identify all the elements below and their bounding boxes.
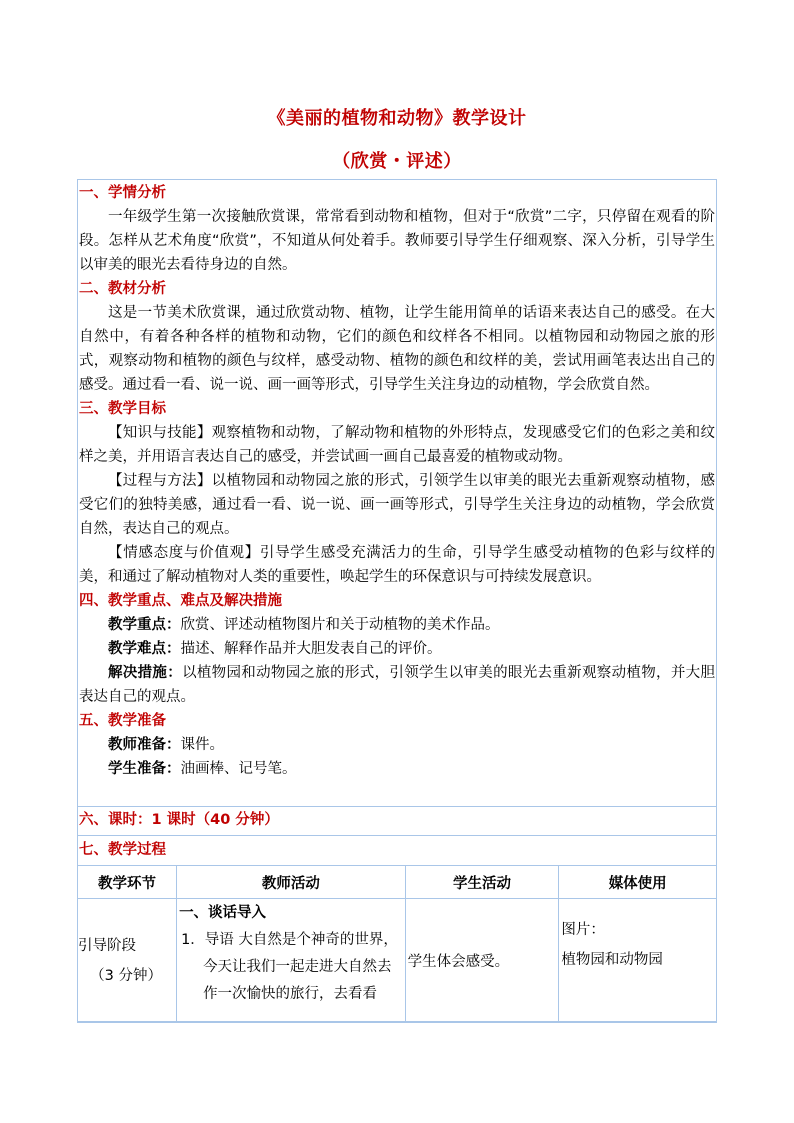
- section-2-body: 这是一节美术欣赏课，通过欣赏动物、植物，让学生能用简单的话语来表达自己的感受。在大自然中，有着各种各样的植物和动物，它们的颜色和纹样各不相同。以植物园和动物园之旅的形式，观察动物和植物的颜色与纹样，感受动物、植物的颜色和纹样的美，尝试用画笔表达出自己的感受。通过看一看、说一说、画一画等形式，引导学生关注身边的动植物，学会欣赏自然。: [79, 305, 715, 393]
- student-prep-text: 油画棒、记号笔。: [180, 761, 297, 777]
- student-activity-cell: [405, 899, 559, 1023]
- difficulty: [79, 637, 715, 661]
- teacher-prep: [79, 733, 715, 757]
- stage-name: 引导阶段: [78, 937, 136, 954]
- goal-attitude: 【情感态度与价值观】引导学生感受充满活力的生命，引导学生感受动植物的色彩与纹样的美，和通过了解动植物对人类的重要性，唤起学生的环保意识与可持续发展意识。: [79, 545, 715, 585]
- process-title: [79, 836, 715, 864]
- solution-label: 解决措施：: [108, 665, 183, 681]
- process-table: [77, 865, 717, 1023]
- table-row: [78, 899, 717, 1023]
- student-prep: [79, 757, 715, 781]
- teacher-activity-cell: [177, 899, 406, 1023]
- header-student: 学生活动: [405, 866, 559, 899]
- section-heading-6: 六、课时：1 课时（40 分钟）: [79, 812, 279, 828]
- key-point: [79, 613, 715, 637]
- document-subtitle: （欣赏・评述）: [332, 151, 462, 172]
- header-media: 媒体使用: [559, 866, 717, 899]
- stage-duration: （3 分钟）: [90, 967, 162, 984]
- section-heading-5: 五、教学准备: [79, 713, 166, 729]
- stage-cell: [78, 899, 177, 1023]
- difficulty-label: 教学难点：: [108, 641, 181, 657]
- section-1-body: 一年级学生第一次接触欣赏课，常常看到动物和植物，但对于“欣赏”二字，只停留在观看的阶段。怎样从艺术角度“欣赏”，不知道从何处着手。教师要引导学生仔细观察、深入分析，引导学生以审美的眼光去看待身边的自然。: [79, 209, 715, 273]
- key-point-text: 欣赏、评述动植物图片和关于动植物的美术作品。: [180, 617, 500, 633]
- goal-knowledge: 【知识与技能】观察植物和动物，了解动物和植物的外形特点，发现感受它们的色彩之美和纹样之美，并用语言表达自己的感受，并尝试画一画自己最喜爱的植物或动物。: [79, 425, 715, 465]
- section-heading-7: 七、教学过程: [79, 842, 166, 858]
- document-body: [79, 181, 715, 781]
- media-cell: [559, 899, 717, 1023]
- teacher-prep-label: 教师准备：: [108, 737, 181, 753]
- teacher-activity-item: 1．导语 大自然是个神奇的世界，今天让我们一起走进大自然去作一次愉快的旅行，去看看: [181, 932, 398, 1002]
- section-heading-1: 一、学情分析: [79, 185, 166, 201]
- solution: [79, 661, 715, 709]
- table-header-row: [78, 866, 717, 899]
- lesson-hours: [79, 806, 715, 835]
- goal-process: 【过程与方法】以植物园和动物园之旅的形式，引领学生以审美的眼光去重新观察动植物，感受它们的独特美感，通过看一看、说一说、画一画等形式，引导学生关注身边的动植物，学会欣赏自然，表达自己的观点。: [79, 473, 715, 537]
- teacher-activity-heading: 一、谈话导入: [179, 905, 267, 921]
- media-text: 植物园和动物园: [561, 952, 663, 968]
- section-heading-4: 四、教学重点、难点及解决措施: [79, 593, 282, 609]
- solution-text: 以植物园和动物园之旅的形式，引领学生以审美的眼光去重新观察动植物，并大胆表达自己的观点。: [79, 665, 715, 705]
- difficulty-text: 描述、解释作品并大胆发表自己的评价。: [180, 641, 442, 657]
- student-prep-label: 学生准备：: [108, 761, 181, 777]
- document-title: 《美丽的植物和动物》教学设计: [267, 108, 527, 129]
- student-activity-text: 学生体会感受。: [407, 954, 510, 970]
- section-heading-2: 二、教材分析: [79, 281, 166, 297]
- header-stage: 教学环节: [78, 866, 177, 899]
- header-teacher: 教师活动: [177, 866, 406, 899]
- media-label: 图片：: [561, 922, 605, 938]
- key-point-label: 教学重点：: [108, 617, 181, 633]
- teacher-prep-text: 课件。: [180, 737, 224, 753]
- section-heading-3: 三、教学目标: [79, 401, 166, 417]
